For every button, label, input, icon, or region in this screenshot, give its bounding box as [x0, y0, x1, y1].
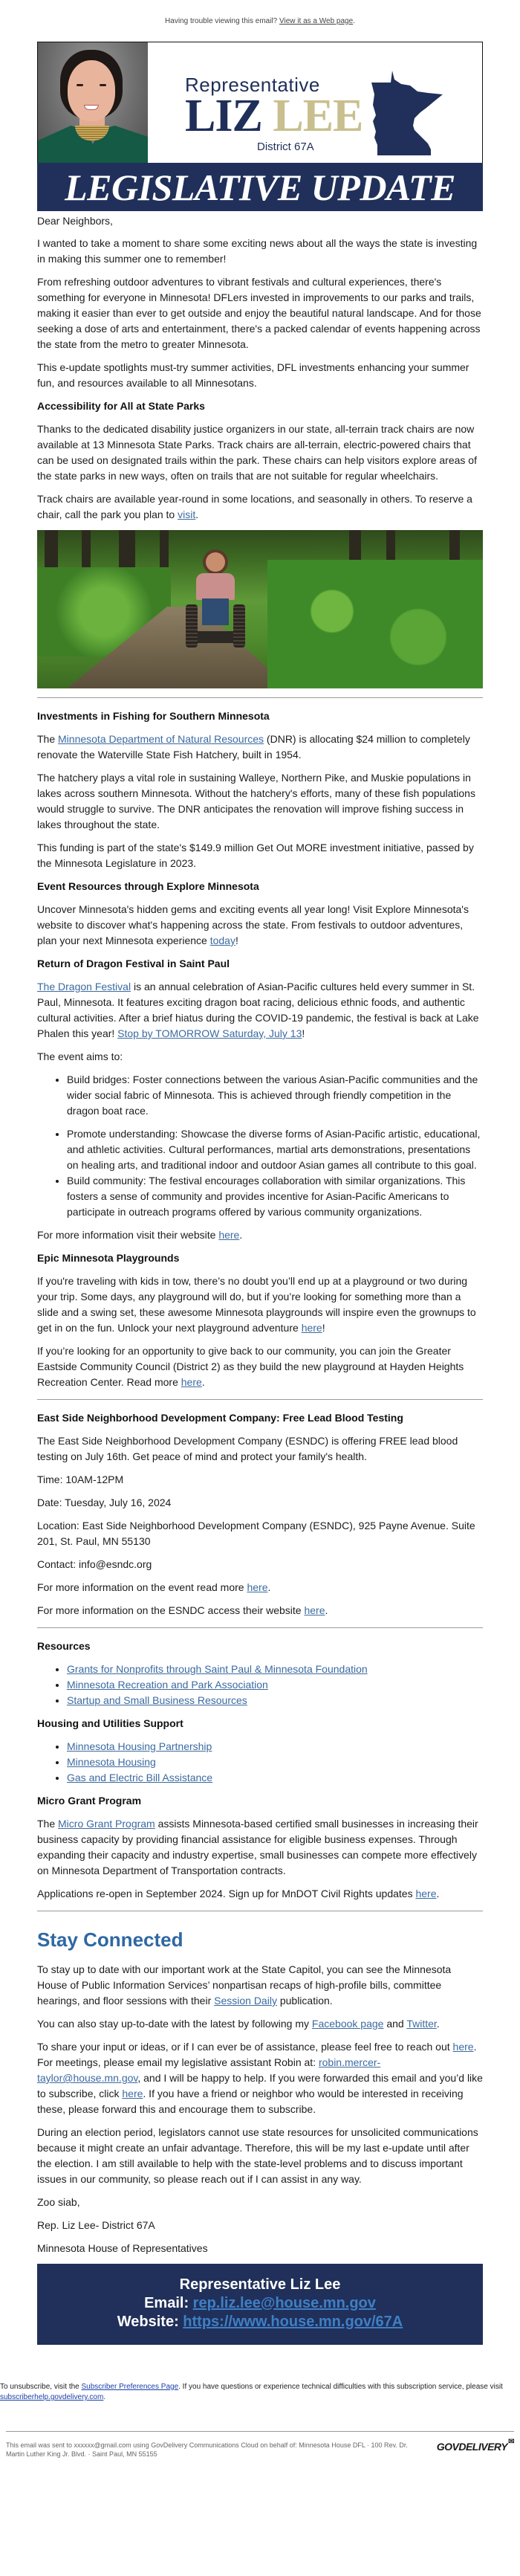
dragon-aims-intro: The event aims to:: [37, 1050, 123, 1062]
visit-park-link[interactable]: visit: [178, 509, 196, 520]
resources-list: [37, 1662, 483, 1708]
rep-website-link[interactable]: https://www.house.mn.gov/67A: [183, 2314, 403, 2330]
stay-connected-heading: Stay Connected: [37, 1928, 183, 1951]
govdelivery-logo[interactable]: GOVDELIVERY ✉: [436, 2438, 514, 2453]
explore-today-link[interactable]: today: [209, 934, 235, 946]
subscriber-preferences-link[interactable]: Subscriber Preferences Page: [81, 2383, 179, 2391]
section-divider: [37, 1627, 483, 1628]
dragon-more-info: For more information visit their website here.: [37, 1229, 243, 1241]
preheader-text: Having trouble viewing this email?: [165, 16, 278, 25]
fishing-paragraph: The hatchery plays a vital role in sustaining Walleye, Northern Pike, and Muskie populations in lakes across southern Minnesota. Without the hatchery's efforts, many of these fish populations would struggle to survive. The DNR anticipates the renovation will improve fishing success in lakes throughout the state.: [37, 772, 475, 830]
sent-info: [0, 2438, 520, 2473]
reach-out-link[interactable]: here: [452, 2041, 474, 2053]
logo-name: LIZ LEE: [185, 91, 363, 141]
accessibility-paragraph: Track chairs are available year-round in some locations, and seasonally in others. To reserve a chair, call the park you plan to visit.: [37, 493, 472, 520]
facebook-link[interactable]: Facebook page: [311, 2018, 384, 2030]
esndc-contact: Contact: info@esndc.org: [37, 1558, 152, 1570]
section-heading-accessibility: Accessibility for All at State Parks: [37, 400, 205, 412]
dragon-website-link[interactable]: here: [218, 1229, 240, 1241]
logo-rep-label: Representative: [185, 74, 320, 96]
track-chair-trail-photo: [37, 530, 483, 688]
microgrant-paragraph: Applications re-open in September 2024. Sign up for MnDOT Civil Rights updates here.: [37, 1888, 440, 1899]
intro-paragraph: I wanted to take a moment to share some exciting news about all the ways the state is investing in making this summer one to remember!: [37, 237, 478, 265]
playgrounds-paragraph: If you’re looking for an opportunity to give back to our community, you can join the Greater Eastside Community Council (District 2) as they build the new playground at Hayden Heights Recreation Center. Read more here.: [37, 1345, 464, 1388]
stay-paragraph: To share your input or ideas, or if I can ever be of assistance, please feel free to reach out here. For meetings, please email my legislative assistant Robin at: robin.mercer-taylor@house.mn.gov, and I will be happy to help. If you were forwarded this email and you’d like to subscribe, click here. If you have a friend or neighbor who would be interested in receiving these, please forward this and encourage them to subscribe.: [37, 2041, 483, 2115]
microgrant-paragraph: The Micro Grant Program assists Minnesota-based certified small businesses in increasing their business capacity by providing financial assistance for eligible business expenses. Through expanding their capacity and industry expertise, small businesses can compete more effectively on Minnesota Department of Transportation contracts.: [37, 1818, 478, 1876]
unsubscribe-text: To unsubscribe, visit the Subscriber Preferences Page. If you have questions or experience technical difficulties with this subscription service, please visit subscriberhelp.govdelivery.com.: [0, 2383, 503, 2401]
playground-adventure-link[interactable]: here: [301, 1322, 322, 1334]
assistant-email-link[interactable]: robin.mercer-taylor@house.mn.gov: [37, 2056, 381, 2084]
hayden-heights-link[interactable]: here: [181, 1376, 202, 1388]
section-heading-fishing: Investments in Fishing for Southern Minnesota: [37, 710, 270, 722]
accessibility-paragraph: Thanks to the dedicated disability justice organizers in our state, all-terrain track chairs are now available at 13 Minnesota State Parks. Track chairs are all-terrain, electric-powered chairs that can be used on designated trails within the park. These chairs can help visitors explore areas of the state parks in new ways, often on trails that are not suitable for regular wheelchairs.: [37, 423, 477, 482]
list-item: • Build bridges: Foster connections between the various Asian-Pacific communities and the wider social fabric of Minnesota. This is achieved through friendly competition in the dragon boat race.: [67, 1072, 483, 1119]
minnesota-housing-link[interactable]: Minnesota Housing: [67, 1756, 156, 1768]
footer: [0, 2367, 520, 2473]
email-body: [37, 42, 483, 2345]
list-item: [67, 1677, 483, 1693]
section-heading-explore: Event Resources through Explore Minnesota: [37, 880, 259, 892]
nonprofit-grants-link[interactable]: Grants for Nonprofits through Saint Paul & Minnesota Foundation: [67, 1663, 368, 1675]
micro-grant-program-link[interactable]: Micro Grant Program: [58, 1818, 155, 1830]
housing-list: [37, 1739, 483, 1786]
esndc-date: Date: Tuesday, July 16, 2024: [37, 1497, 172, 1508]
minnesota-map-icon: [368, 69, 446, 157]
section-heading-esndc: East Side Neighborhood Development Company: Free Lead Blood Testing: [37, 1412, 403, 1424]
list-item: [67, 1662, 483, 1677]
playgrounds-paragraph: If you're traveling with kids in tow, there’s no doubt you’ll end up at a playground or two during your trip. Some days, any playground will do, but if you’re looking for something more than a slide and a swing set, these awesome Minnesota playgrounds will inspire even the grownups to get in on the fun. Unlock your next playground adventure here!: [37, 1275, 476, 1334]
preheader: Having trouble viewing this email? View it as a Web page .: [165, 16, 355, 25]
representative-photo: [38, 42, 148, 163]
signature-org: Minnesota House of Representatives: [37, 2242, 208, 2254]
closing: Zoo siab,: [37, 2196, 80, 2208]
main-content: [37, 213, 483, 2345]
stay-paragraph: During an election period, legislators cannot use state resources for unsolicited communications because it might create an unfair advantage. Therefore, this will be my last e-update until after the election. I am still available to help with the state-level problems and to discuss important issues in our community, so please reach out if I can assist in any way.: [37, 2126, 478, 2185]
section-heading-resources: Resources: [37, 1640, 91, 1652]
dnr-link[interactable]: Minnesota Department of Natural Resources: [58, 733, 264, 745]
section-heading-playgrounds: Epic Minnesota Playgrounds: [37, 1252, 180, 1264]
dragon-festival-link[interactable]: The Dragon Festival: [37, 981, 131, 992]
fishing-paragraph: The Minnesota Department of Natural Resources (DNR) is allocating $24 million to completely renovate the Waterville State Fish Hatchery, built in 1954.: [37, 733, 470, 761]
envelope-icon: ✉: [508, 2438, 514, 2446]
dragon-aims-list: [37, 1072, 483, 1220]
list-item: [67, 1770, 483, 1786]
list-item: [67, 1693, 483, 1708]
esndc-paragraph: The East Side Neighborhood Development Company (ESNDC) is offering FREE lead blood testing on July 16th. Get peace of mind and protect your family's health.: [37, 1435, 458, 1462]
footer-divider: [6, 2431, 514, 2432]
esndc-website-link[interactable]: here: [304, 1604, 325, 1616]
subscribe-link[interactable]: here: [122, 2088, 143, 2099]
fishing-paragraph: This funding is part of the state's $149.9 million Get Out MORE investment initiative, passed by the Minnesota Legislature in 2023.: [37, 842, 474, 869]
signature-name: Rep. Liz Lee- District 67A: [37, 2219, 155, 2231]
esndc-time: Time: 10AM-12PM: [37, 1473, 124, 1485]
legislative-update-title: LEGISLATIVE UPDATE: [37, 163, 483, 211]
small-business-resources-link[interactable]: Startup and Small Business Resources: [67, 1694, 247, 1706]
contact-email-row: Email: rep.liz.lee@house.mn.gov: [144, 2295, 376, 2311]
stop-by-tomorrow-link[interactable]: Stop by TOMORROW Saturday, July 13: [117, 1027, 302, 1039]
esndc-event-info: For more information on the event read more here.: [37, 1581, 271, 1593]
list-item: • Build community: The festival encourages collaboration with similar organizations. This fosters a sense of community and provides incentive for Asian-Pacific Americans to participate in outreach programs offered by various community organizations.: [67, 1173, 483, 1220]
intro-paragraph: This e-update spotlights must-try summer activities, DFL investments enhancing your summer fun, and resources available to all Minnesotans.: [37, 361, 469, 389]
contact-name: Representative Liz Lee: [179, 2276, 341, 2293]
stay-paragraph: You can also stay up-to-date with the latest by following my Facebook page and Twitter.: [37, 2018, 440, 2030]
esndc-site-info: For more information on the ESNDC access their website here.: [37, 1604, 328, 1616]
list-item: • Promote understanding: Showcase the diverse forms of Asian-Pacific artistic, educational, and athletic activities. Cultural performances, martial arts demonstrations, presentations on healing arts, and traditional indoor and outdoor Asian games all contribute to this goal.: [67, 1126, 483, 1173]
esndc-location: Location: East Side Neighborhood Development Company (ESNDC), 925 Payne Avenue. Suite 201, St. Paul, MN 55130: [37, 1520, 475, 1547]
logo-district: District 67A: [257, 141, 314, 153]
esndc-event-link[interactable]: here: [247, 1581, 268, 1593]
contact-box: [37, 2264, 483, 2345]
recreation-park-association-link[interactable]: Minnesota Recreation and Park Association: [67, 1679, 268, 1691]
explore-paragraph: Uncover Minnesota's hidden gems and exciting events all year long! Visit Explore Minnesota's website to discover what's happening across the state. From festivals to outdoor adventures, plan your next Minnesota experience today!: [37, 903, 469, 946]
section-heading-microgrant: Micro Grant Program: [37, 1795, 142, 1807]
greeting: Dear Neighbors,: [37, 215, 113, 227]
sent-to-text: This email was sent to xxxxxx@gmail.com using GovDelivery Communications Cloud on behalf of: Minnesota House DFL · 100 Rev. Dr. Martin Luther King Jr. Blvd. · Saint Paul, MN 55155: [6, 2441, 408, 2458]
section-divider: [37, 1399, 483, 1400]
stay-paragraph: To stay up to date with our important work at the State Capitol, you can see the Minnesota House of Public Information Services’ nonpartisan recaps of high-profile bills, committee hearings, and floor sessions with their Session Daily publication.: [37, 1963, 452, 2007]
session-daily-link[interactable]: Session Daily: [214, 1995, 277, 2007]
header-banner: [37, 42, 483, 163]
view-web-page-link[interactable]: View it as a Web page: [279, 16, 354, 25]
bill-assistance-link[interactable]: Gas and Electric Bill Assistance: [67, 1772, 213, 1783]
contact-website-row: Website: https://www.house.mn.gov/67A: [117, 2314, 403, 2330]
section-heading-dragon: Return of Dragon Festival in Saint Paul: [37, 958, 230, 969]
logo: [148, 42, 482, 163]
section-divider: [37, 697, 483, 698]
list-item: [67, 1755, 483, 1770]
mndot-updates-link[interactable]: here: [415, 1888, 437, 1899]
dragon-paragraph: The Dragon Festival is an annual celebration of Asian-Pacific cultures held every summer in St. Paul, Minnesota. It features exciting dragon boat racing, delicious ethnic foods, and authentic cultural activities. After a brief hiatus during the COVID-19 pandemic, the festival is back at Lake Phalen this year! Stop by TOMORROW Saturday, July 13!: [37, 981, 479, 1039]
list-item: [67, 1739, 483, 1755]
section-heading-housing: Housing and Utilities Support: [37, 1717, 183, 1729]
subscriber-help-link[interactable]: subscriberhelp.govdelivery.com: [0, 2393, 104, 2401]
twitter-link[interactable]: Twitter: [406, 2018, 437, 2030]
housing-partnership-link[interactable]: Minnesota Housing Partnership: [67, 1740, 212, 1752]
intro-paragraph: From refreshing outdoor adventures to vibrant festivals and cultural experiences, there's something for everyone in Minnesota! DFLers invested in improvements to our parks and trails, making it easier than ever to get outside and enjoy the beautiful natural landscape. And for those seeking a dose of arts and entertainment, there's a packed calendar of events happening across the state from the metro to greater Minnesota.: [37, 276, 481, 350]
rep-email-link[interactable]: rep.liz.lee@house.mn.gov: [192, 2295, 376, 2311]
